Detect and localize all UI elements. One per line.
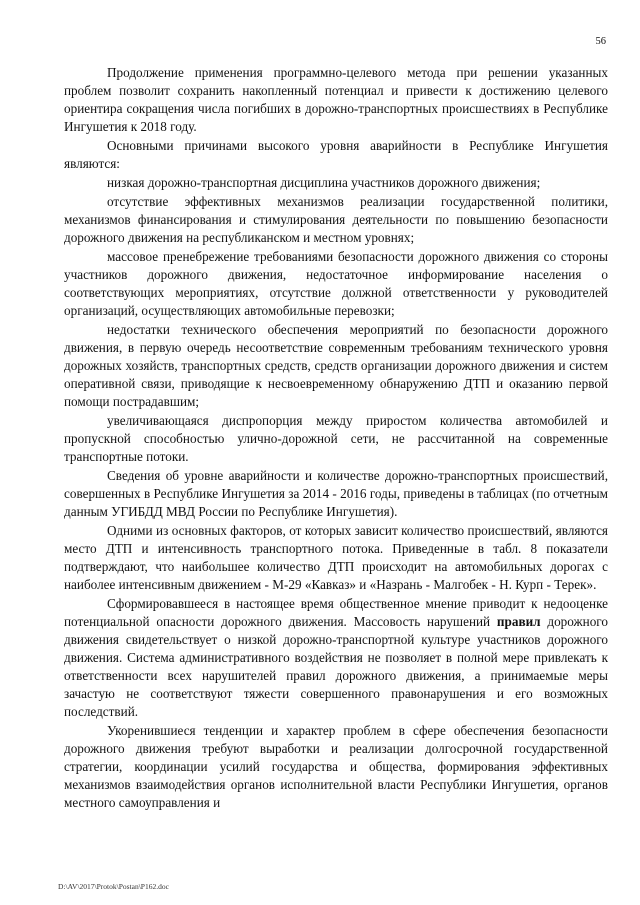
paragraph-factors: Одними из основных факторов, от которых зависит количество происшествий, являются место ДТП и интенсивность транспортного потока. Приведенные в табл. 8 показатели подтверждают, что наибольшее количество ДТП происходит на автомобильных дорогах с наиболее интенсивным движением - М-29 «Кавказ» и «Назрань - Малгобек - Н. Курп - Терек». bbox=[64, 523, 608, 592]
paragraph-public-opinion-bold: правил bbox=[496, 614, 541, 629]
paragraph-statistics: Сведения об уровне аварийности и количестве дорожно-транспортных происшествий, совершенных в Республике Ингушетия за 2014 - 2016 годы, приведены в таблицах (по отчетным данным УГИБДД МВД России по Республике Ингушетия). bbox=[64, 468, 608, 519]
paragraph-public-opinion-before: Сформировавшееся в настоящее время общественное мнение приводит к недооценке потенциальной опасности дорожного движения. Массовость нарушений bbox=[64, 596, 608, 629]
page-number: 56 bbox=[595, 36, 606, 47]
paragraph-intro: Продолжение применения программно-целевого метода при решении указанных проблем позволит сохранить накопленный потенциал и привести к достижению целевого ориентира сокращения числа погибших в дорожно-транспортных происшествиях в Республике Ингушетия к 2018 году. bbox=[64, 65, 608, 134]
footer-file-path: D:\AV\2017\Protok\Postan\P162.doc bbox=[58, 882, 169, 891]
document-body bbox=[64, 64, 608, 812]
paragraph-tendencies: Укоренившиеся тенденции и характер проблем в сфере обеспечения безопасности дорожного движения требуют выработки и реализации долгосрочной государственной стратегии, координации усилий государства и общества, формирования эффективных механизмов взаимодействия органов исполнительной власти Республики Ингушетия, органов местного самоуправления и bbox=[64, 723, 608, 810]
paragraph-public-opinion-after: дорожного движения свидетельствует о низкой дорожно-транспортной культуре участников дорожного движения. Система административного воздействия не позволяет в полной мере привлекать к ответственности всех нарушителей правил дорожного движения, а принимаемые меры зачастую не соответствуют тяжести совершенного правонарушения и его возможных последствий. bbox=[64, 614, 608, 719]
paragraph-cause-neglect: массовое пренебрежение требованиями безопасности дорожного движения со стороны участников дорожного движения, недостаточное информирование населения о соответствующих мероприятиях, отсутствие должной ответственности у руководителей организаций, осуществляющих автомобильные перевозки; bbox=[64, 249, 608, 318]
paragraph-cause-discipline: низкая дорожно-транспортная дисциплина участников дорожного движения; bbox=[107, 175, 541, 190]
paragraph-public-opinion bbox=[64, 595, 608, 721]
paragraph-cause-technical: недостатки технического обеспечения мероприятий по безопасности дорожного движения, в первую очередь несоответствие современным требованиям технического уровня дорожных хозяйств, транспортных средств, средств организации дорожного движения и систем оперативной связи, приводящие к несвоевременному обнаружению ДТП и оказанию первой помощи пострадавшим; bbox=[64, 322, 608, 409]
paragraph-causes-heading: Основными причинами высокого уровня аварийности в Республике Ингушетия являются: bbox=[64, 138, 608, 171]
paragraph-cause-disproportion: увеличивающаяся диспропорция между приростом количества автомобилей и пропускной способностью улично-дорожной сети, не рассчитанной на современные транспортные потоки. bbox=[64, 413, 608, 464]
paragraph-cause-mechanisms: отсутствие эффективных механизмов реализации государственной политики, механизмов финансирования и стимулирования деятельности по повышению безопасности дорожного движения на республиканском и местном уровнях; bbox=[64, 194, 608, 245]
